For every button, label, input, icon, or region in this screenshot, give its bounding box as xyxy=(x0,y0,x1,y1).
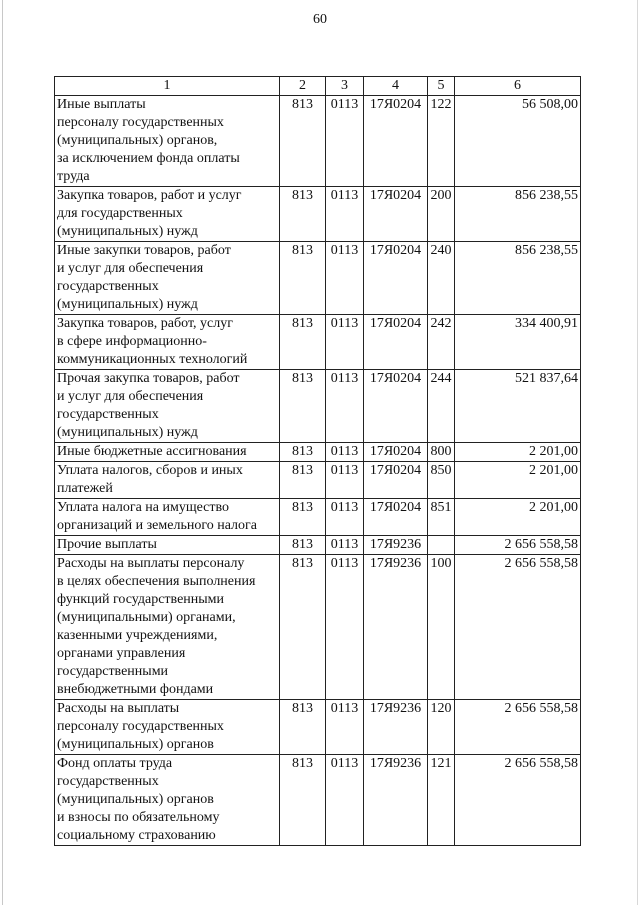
row-name: Закупка товаров, работ, услуг в сфере информационно- коммуникационных технологий xyxy=(55,315,280,370)
row-gr-code: 813 xyxy=(280,242,326,315)
row-target-code: 17Я9236 xyxy=(364,555,428,700)
row-sum: 2 656 558,58 xyxy=(455,536,581,555)
header-col-5: 5 xyxy=(428,77,455,96)
table-row xyxy=(55,755,581,846)
row-section-code: 0113 xyxy=(326,536,364,555)
table-row xyxy=(55,370,581,443)
table-row xyxy=(55,555,581,700)
row-target-code: 17Я0204 xyxy=(364,443,428,462)
table-row xyxy=(55,242,581,315)
row-expense-type: 120 xyxy=(428,700,455,755)
row-target-code: 17Я0204 xyxy=(364,370,428,443)
table-body xyxy=(55,96,581,846)
page-number: 60 xyxy=(313,12,327,27)
row-name: Фонд оплаты труда государственных (муниципальных) органов и взносы по обязательному социальному страхованию xyxy=(55,755,280,846)
row-name: Иные бюджетные ассигнования xyxy=(55,443,280,462)
table-row xyxy=(55,462,581,499)
row-section-code: 0113 xyxy=(326,242,364,315)
row-name: Расходы на выплаты персоналу государственных (муниципальных) органов xyxy=(55,700,280,755)
table-row xyxy=(55,700,581,755)
row-section-code: 0113 xyxy=(326,755,364,846)
row-name: Иные выплаты персоналу государственных (муниципальных) органов, за исключением фонда оплаты труда xyxy=(55,96,280,187)
row-sum: 2 656 558,58 xyxy=(455,700,581,755)
table-row xyxy=(55,96,581,187)
row-expense-type: 100 xyxy=(428,555,455,700)
row-expense-type: 200 xyxy=(428,187,455,242)
row-expense-type: 851 xyxy=(428,499,455,536)
row-target-code: 17Я0204 xyxy=(364,315,428,370)
header-col-2: 2 xyxy=(280,77,326,96)
row-section-code: 0113 xyxy=(326,555,364,700)
table-row xyxy=(55,443,581,462)
table-row xyxy=(55,187,581,242)
row-sum: 521 837,64 xyxy=(455,370,581,443)
row-name: Расходы на выплаты персоналу в целях обеспечения выполнения функций государственными (муниципальными) органами, казенными учреждениями, органами управления государственными внебюджетными фондами xyxy=(55,555,280,700)
row-sum: 334 400,91 xyxy=(455,315,581,370)
row-target-code: 17Я9236 xyxy=(364,536,428,555)
row-target-code: 17Я0204 xyxy=(364,242,428,315)
row-gr-code: 813 xyxy=(280,370,326,443)
row-expense-type: 240 xyxy=(428,242,455,315)
row-name: Уплата налогов, сборов и иных платежей xyxy=(55,462,280,499)
row-target-code: 17Я0204 xyxy=(364,462,428,499)
budget-table xyxy=(54,76,581,846)
row-expense-type: 242 xyxy=(428,315,455,370)
row-gr-code: 813 xyxy=(280,536,326,555)
row-sum: 56 508,00 xyxy=(455,96,581,187)
row-gr-code: 813 xyxy=(280,315,326,370)
row-gr-code: 813 xyxy=(280,700,326,755)
row-section-code: 0113 xyxy=(326,315,364,370)
row-section-code: 0113 xyxy=(326,462,364,499)
row-expense-type: 121 xyxy=(428,755,455,846)
row-target-code: 17Я0204 xyxy=(364,187,428,242)
row-name: Уплата налога на имущество организаций и земельного налога xyxy=(55,499,280,536)
row-sum: 2 201,00 xyxy=(455,443,581,462)
row-gr-code: 813 xyxy=(280,499,326,536)
header-row xyxy=(55,77,581,96)
row-gr-code: 813 xyxy=(280,187,326,242)
row-expense-type: 244 xyxy=(428,370,455,443)
row-section-code: 0113 xyxy=(326,700,364,755)
table-row xyxy=(55,499,581,536)
row-name: Закупка товаров, работ и услуг для государственных (муниципальных) нужд xyxy=(55,187,280,242)
row-target-code: 17Я9236 xyxy=(364,700,428,755)
row-gr-code: 813 xyxy=(280,555,326,700)
row-gr-code: 813 xyxy=(280,96,326,187)
row-section-code: 0113 xyxy=(326,443,364,462)
row-sum: 2 656 558,58 xyxy=(455,555,581,700)
header-col-4: 4 xyxy=(364,77,428,96)
row-expense-type: 850 xyxy=(428,462,455,499)
row-sum: 2 656 558,58 xyxy=(455,755,581,846)
row-gr-code: 813 xyxy=(280,755,326,846)
table-row xyxy=(55,536,581,555)
row-gr-code: 813 xyxy=(280,443,326,462)
scan-edge-left xyxy=(2,0,3,905)
row-expense-type: 122 xyxy=(428,96,455,187)
row-sum: 2 201,00 xyxy=(455,499,581,536)
row-sum: 2 201,00 xyxy=(455,462,581,499)
row-name: Прочие выплаты xyxy=(55,536,280,555)
row-section-code: 0113 xyxy=(326,499,364,536)
row-name: Прочая закупка товаров, работ и услуг для обеспечения государственных (муниципальных) нужд xyxy=(55,370,280,443)
row-name: Иные закупки товаров, работ и услуг для обеспечения государственных (муниципальных) нужд xyxy=(55,242,280,315)
row-sum: 856 238,55 xyxy=(455,242,581,315)
row-target-code: 17Я0204 xyxy=(364,96,428,187)
row-section-code: 0113 xyxy=(326,96,364,187)
header-col-3: 3 xyxy=(326,77,364,96)
row-expense-type xyxy=(428,536,455,555)
row-sum: 856 238,55 xyxy=(455,187,581,242)
row-target-code: 17Я9236 xyxy=(364,755,428,846)
row-gr-code: 813 xyxy=(280,462,326,499)
row-target-code: 17Я0204 xyxy=(364,499,428,536)
row-section-code: 0113 xyxy=(326,187,364,242)
header-col-6: 6 xyxy=(455,77,581,96)
header-col-1: 1 xyxy=(55,77,280,96)
row-expense-type: 800 xyxy=(428,443,455,462)
scan-edge-right xyxy=(637,0,638,905)
table-row xyxy=(55,315,581,370)
row-section-code: 0113 xyxy=(326,370,364,443)
